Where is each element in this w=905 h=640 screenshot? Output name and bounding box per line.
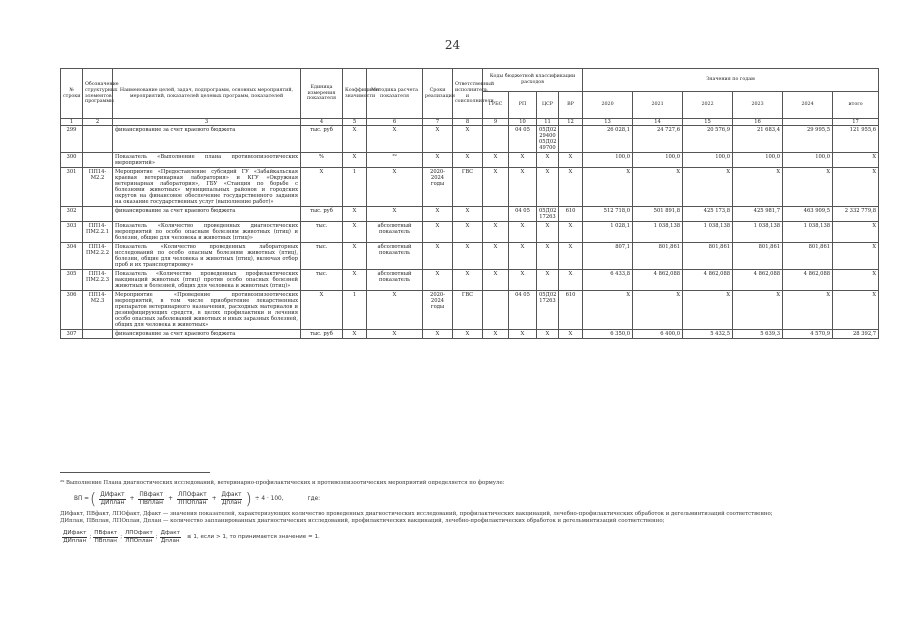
cell-vr: Х: [559, 153, 583, 168]
column-number: 4: [301, 119, 343, 126]
cell-csr: Х: [537, 330, 559, 339]
cell-method: Х: [367, 126, 423, 153]
cell-method: абсолютный показатель: [367, 270, 423, 291]
header-values: Значения по годам: [583, 69, 879, 92]
cell-exec: Х: [453, 243, 483, 270]
cell-vr: 610: [559, 207, 583, 222]
cell-num: 305: [61, 270, 83, 291]
formula-fraction: $\frac{\text{ЛПОфакт}}{\text{ЛПОплан}}$: [178, 491, 207, 506]
cell-name: Показатель «Количество проведенных лабораторных исследований по особо опасным болезням животных (птиц), болезни, общие для человека и животных (птиц), включая отбор проб и их транспортировку»: [113, 243, 301, 270]
cell-total: 121 955,6: [833, 126, 879, 153]
column-number: 6: [367, 119, 423, 126]
cell-grbs: Х: [483, 270, 509, 291]
cell-num: 300: [61, 153, 83, 168]
cell-y2023: 1 038,138: [733, 222, 783, 243]
cell-csr: Х: [537, 243, 559, 270]
cell-total: Х: [833, 168, 879, 207]
cell-y2021: Х: [633, 168, 683, 207]
cell-y2021: 501 891,8: [633, 207, 683, 222]
cell-csr: 05Д02 17263: [537, 207, 559, 222]
header-exec: Ответственный исполнитель и соисполнители: [453, 69, 483, 119]
cell-exec: ГВС: [453, 291, 483, 330]
column-number: 3: [113, 119, 301, 126]
formula-lhs: ВП =: [74, 495, 90, 502]
cell-coef: Х: [343, 270, 367, 291]
cell-exec: ГВС: [453, 168, 483, 207]
cell-y2024: Х: [783, 168, 833, 207]
cell-total: 2 332 779,8: [833, 207, 879, 222]
cell-y2022: 425 173,8: [683, 207, 733, 222]
cell-y2022: 5 432,5: [683, 330, 733, 339]
column-number: 1: [61, 119, 83, 126]
cell-code: [83, 207, 113, 222]
cell-y2020: Х: [583, 291, 633, 330]
cell-grbs: Х: [483, 243, 509, 270]
cell-num: 302: [61, 207, 83, 222]
cell-unit: тыс.: [301, 243, 343, 270]
cell-y2023: 5 639,3: [733, 330, 783, 339]
cell-rpr: Х: [509, 153, 537, 168]
cell-code: ПП14-ПМ2.2.2: [83, 243, 113, 270]
cell-method: Х: [367, 168, 423, 207]
cell-unit: Х: [301, 291, 343, 330]
cell-terms: 2020-2024 годы: [423, 291, 453, 330]
cell-rpr: Х: [509, 243, 537, 270]
table-row: [61, 330, 879, 339]
formula-fraction: $\frac{\text{ПВфакт}}{\text{ПВплан}}$: [139, 491, 164, 506]
cell-code: ПП14-ПМ2.2.1: [83, 222, 113, 243]
cell-grbs: Х: [483, 222, 509, 243]
column-number-row: [61, 119, 879, 126]
column-number: 15: [683, 119, 733, 126]
cell-y2024: Х: [783, 291, 833, 330]
cell-grbs: [483, 207, 509, 222]
footnote-intro: ²⁹ Выполнение Плана диагностических исследований, ветеринарно-профилактических и противоэпизоотических мероприятий определяется по формуле:: [60, 480, 505, 486]
header-total: итого: [833, 92, 879, 119]
column-number: 2: [83, 119, 113, 126]
table-header: [61, 69, 879, 126]
column-number: [783, 119, 833, 126]
condition-text: ≤ 1, если > 1, то принимается значение = 1.: [186, 534, 320, 540]
cell-grbs: [483, 126, 509, 153]
cell-coef: Х: [343, 243, 367, 270]
cell-grbs: Х: [483, 153, 509, 168]
cell-rpr: Х: [509, 270, 537, 291]
cell-y2021: Х: [633, 291, 683, 330]
cell-grbs: [483, 291, 509, 330]
cell-y2020: 26 028,1: [583, 126, 633, 153]
cell-y2020: 1 028,1: [583, 222, 633, 243]
footnote-definition: ДИплан, ПВплан, ЛПОплан, Дплан — количество запланированных диагностических исследований, профилактических вакцинаций, лечебно-профилактических обработок и дегельминтизаций соответственно;: [60, 518, 665, 524]
header-rpr: РП: [509, 92, 537, 119]
cell-name: финансирование за счет краевого бюджета: [113, 330, 301, 339]
column-number: 10: [509, 119, 537, 126]
cell-rpr: Х: [509, 222, 537, 243]
cell-num: 307: [61, 330, 83, 339]
column-number: 11: [537, 119, 559, 126]
cell-vr: Х: [559, 222, 583, 243]
cell-y2020: Х: [583, 168, 633, 207]
cell-csr: Х: [537, 270, 559, 291]
cell-y2024: 4 570,9: [783, 330, 833, 339]
cell-grbs: Х: [483, 330, 509, 339]
cell-name: финансирование за счет краевого бюджета: [113, 126, 301, 153]
cell-num: 303: [61, 222, 83, 243]
header-num: № строки: [61, 69, 83, 119]
column-number: 9: [483, 119, 509, 126]
cell-y2020: 6 350,0: [583, 330, 633, 339]
cell-coef: 1: [343, 291, 367, 330]
cell-terms: Х: [423, 207, 453, 222]
cell-rpr: Х: [509, 330, 537, 339]
cell-y2023: 4 862,088: [733, 270, 783, 291]
cell-y2022: 4 862,088: [683, 270, 733, 291]
cell-coef: Х: [343, 153, 367, 168]
cell-unit: %: [301, 153, 343, 168]
header-unit: Единица измерения показателя: [301, 69, 343, 119]
column-number: 5: [343, 119, 367, 126]
cell-unit: тыс.: [301, 222, 343, 243]
cell-y2023: 801,861: [733, 243, 783, 270]
formula-where: где:: [307, 495, 321, 502]
cell-terms: Х: [423, 330, 453, 339]
cell-y2024: 4 862,088: [783, 270, 833, 291]
cell-y2022: Х: [683, 168, 733, 207]
header-year: 2020: [583, 92, 633, 119]
cell-exec: Х: [453, 207, 483, 222]
cell-y2020: 512 718,0: [583, 207, 633, 222]
footnote-block: [60, 480, 860, 545]
cell-exec: Х: [453, 126, 483, 153]
cell-method: абсолютный показатель: [367, 222, 423, 243]
formula-fraction: $\frac{\text{Дфакт}}{\text{Дплан}}$: [221, 491, 242, 506]
cell-coef: Х: [343, 126, 367, 153]
cell-unit: тыс.: [301, 270, 343, 291]
column-number: 13: [583, 119, 633, 126]
cell-total: Х: [833, 270, 879, 291]
column-number: 8: [453, 119, 483, 126]
table-row: [61, 270, 879, 291]
header-designation: Обозначение структурных элементов программы: [83, 69, 113, 119]
cell-y2022: 100,0: [683, 153, 733, 168]
cell-csr: Х: [537, 168, 559, 207]
cell-method: Х: [367, 291, 423, 330]
cell-code: [83, 126, 113, 153]
header-csr: ЦСР: [537, 92, 559, 119]
column-number: 12: [559, 119, 583, 126]
cell-terms: Х: [423, 153, 453, 168]
cell-y2022: 801,861: [683, 243, 733, 270]
formula-fraction: $\frac{\text{ДИфакт}}{\text{ДИплан}}$: [100, 491, 125, 506]
cell-num: 306: [61, 291, 83, 330]
footnote-divider: [60, 472, 210, 473]
column-number: 16: [733, 119, 783, 126]
cell-exec: Х: [453, 222, 483, 243]
cell-y2021: 100,0: [633, 153, 683, 168]
cell-y2023: 21 683,4: [733, 126, 783, 153]
header-codes: Коды бюджетной классификации расходов: [483, 69, 583, 92]
header-year: 2021: [633, 92, 683, 119]
cell-y2020: 100,0: [583, 153, 633, 168]
header-year: 2022: [683, 92, 733, 119]
cell-method: Х: [367, 207, 423, 222]
cell-unit: тыс. руб: [301, 207, 343, 222]
cell-code: ПП14-ПМ2.2.3: [83, 270, 113, 291]
table-row: [61, 291, 879, 330]
cell-terms: 2020-2024 годы: [423, 168, 453, 207]
cell-coef: 1: [343, 168, 367, 207]
cell-code: [83, 153, 113, 168]
header-coef: Коэффициент значимости: [343, 69, 367, 119]
cell-terms: Х: [423, 222, 453, 243]
header-year: 2024: [783, 92, 833, 119]
cell-vr: Х: [559, 330, 583, 339]
column-number: 7: [423, 119, 453, 126]
cell-num: 304: [61, 243, 83, 270]
program-indicators-table: [60, 68, 879, 339]
table-row: [61, 126, 879, 153]
table-row: [61, 243, 879, 270]
cell-y2021: 801,861: [633, 243, 683, 270]
cell-unit: тыс. руб: [301, 126, 343, 153]
cell-name: Показатель «Количество проведенных профилактических вакцинаций животных (птиц) против особо опасных болезней животных и болезней, общих для человека и животных (птиц)»: [113, 270, 301, 291]
cell-y2022: 1 038,138: [683, 222, 733, 243]
cell-vr: [559, 126, 583, 153]
cell-vr: Х: [559, 243, 583, 270]
cell-unit: Х: [301, 168, 343, 207]
cell-y2024: 100,0: [783, 153, 833, 168]
cell-y2021: 6 400,0: [633, 330, 683, 339]
cell-name: Мероприятие «Предоставление субсидий ГУ «Забайкальская краевая ветеринарная лаборатория» и КГУ «Окружная ветеринарная лаборатория», ГБУ «Станция по борьбе с болезнями животных» муниципальных районов и городских округов на финансовое обеспечение государственного задания на оказание государственных услуг (выполнение работ)»: [113, 168, 301, 207]
cell-code: ПП14-М2.3: [83, 291, 113, 330]
cell-total: 28 392,7: [833, 330, 879, 339]
cell-vr: Х: [559, 270, 583, 291]
cell-y2023: 100,0: [733, 153, 783, 168]
cell-method: ²⁹: [367, 153, 423, 168]
cell-total: Х: [833, 222, 879, 243]
cell-terms: Х: [423, 243, 453, 270]
cell-y2022: 20 576,9: [683, 126, 733, 153]
cell-name: Мероприятие «Проведение противоэпизоотических мероприятий, в том числе приобретение лекарственных препаратов ветеринарного назначения, расходных материалов и дезинфицирующих средств, в целях профилактики и лечения особо опасных заболеваний животных и иных заразных болезней, общих для человека и животных»: [113, 291, 301, 330]
cell-y2021: 4 862,088: [633, 270, 683, 291]
cell-y2020: 6 433,8: [583, 270, 633, 291]
header-year: 2023: [733, 92, 783, 119]
cell-y2023: 425 981,7: [733, 207, 783, 222]
cell-terms: Х: [423, 126, 453, 153]
cell-y2022: Х: [683, 291, 733, 330]
formula: ВП = ( $\frac{\text{ДИфакт}}{\text{ДИплан}}$ + $\frac{\text{ПВфакт}}{\text{ПВплан}}$ + $\frac{\text{ЛПОфакт}}{\text{ЛПОплан}}$ + $\frac{\text{Дфакт}}{\text{Дплан}}$ ) ÷ 4 · 100, где:: [74, 489, 321, 508]
table-row: [61, 222, 879, 243]
header-method: Методика расчета показателя: [367, 69, 423, 119]
cell-name: Показатель «Выполнение плана противоэпизоотических мероприятий»: [113, 153, 301, 168]
formula-rhs: ÷ 4 · 100,: [254, 495, 284, 502]
cell-method: Х: [367, 330, 423, 339]
cell-rpr: 04 05: [509, 291, 537, 330]
cell-grbs: Х: [483, 168, 509, 207]
column-number: 14: [633, 119, 683, 126]
cell-csr: Х: [537, 222, 559, 243]
cell-y2023: Х: [733, 168, 783, 207]
column-number: 17: [833, 119, 879, 126]
cell-y2024: 463 909,5: [783, 207, 833, 222]
cell-y2024: 801,861: [783, 243, 833, 270]
cell-exec: Х: [453, 270, 483, 291]
cell-coef: Х: [343, 222, 367, 243]
table-row: [61, 168, 879, 207]
cell-code: ПП14-М2.2: [83, 168, 113, 207]
cell-y2024: 1 038,138: [783, 222, 833, 243]
cell-num: 299: [61, 126, 83, 153]
footnote-condition: $\frac{\text{ДИфакт}}{\text{ДИплан}}$ ; $\frac{\text{ПВфакт}}{\text{ПВплан}}$ ; $\frac{\text{ЛПОфакт}}{\text{ЛПОплан}}$ ; $\frac{\text{Дфакт}}{\text{Дплан}}$ ≤ 1, если > 1, то принимается значение = 1.: [63, 530, 320, 544]
cell-csr: 05Д02 29400 05Д02 49700: [537, 126, 559, 153]
cell-name: финансирование за счет краевого бюджета: [113, 207, 301, 222]
cell-method: абсолютный показатель: [367, 243, 423, 270]
cell-rpr: 04 05: [509, 207, 537, 222]
cell-y2021: 1 038,138: [633, 222, 683, 243]
cell-vr: Х: [559, 168, 583, 207]
cell-terms: Х: [423, 270, 453, 291]
footnote-definition: ДИфакт, ПВфакт, ЛПОфакт, Дфакт — значения показателей, характеризующих количество проведенных диагностических исследований, профилактических вакцинаций, лечебно-профилактических обработок и дегельминтизаций соответственно;: [60, 511, 773, 517]
cell-y2021: 24 727,6: [633, 126, 683, 153]
page-number: 24: [444, 38, 461, 52]
table-body: [61, 126, 879, 339]
cell-total: Х: [833, 153, 879, 168]
cell-total: Х: [833, 291, 879, 330]
cell-exec: Х: [453, 330, 483, 339]
cell-total: Х: [833, 243, 879, 270]
header-name: Наименование целей, задач, подпрограмм, основных мероприятий, мероприятий, показателей целевых программ, показателей: [113, 69, 301, 119]
cell-y2023: Х: [733, 291, 783, 330]
cell-vr: 610: [559, 291, 583, 330]
cell-coef: Х: [343, 207, 367, 222]
cell-code: [83, 330, 113, 339]
cell-coef: Х: [343, 330, 367, 339]
header-vr: ВР: [559, 92, 583, 119]
header-terms: Сроки реализации: [423, 69, 453, 119]
cell-unit: тыс. руб: [301, 330, 343, 339]
cell-exec: Х: [453, 153, 483, 168]
table-row: [61, 207, 879, 222]
header-grbs: ГРБС: [483, 92, 509, 119]
cell-name: Показатель «Количество проведенных диагностических мероприятий по особо опасным болезням животных (птиц) и болезни, общие для человека и животных (птиц)»: [113, 222, 301, 243]
cell-y2024: 29 995,5: [783, 126, 833, 153]
cell-y2020: 807,1: [583, 243, 633, 270]
cell-rpr: Х: [509, 168, 537, 207]
cell-rpr: 04 05: [509, 126, 537, 153]
cell-csr: 05Д02 17263: [537, 291, 559, 330]
cell-csr: Х: [537, 153, 559, 168]
cell-num: 301: [61, 168, 83, 207]
table-row: [61, 153, 879, 168]
